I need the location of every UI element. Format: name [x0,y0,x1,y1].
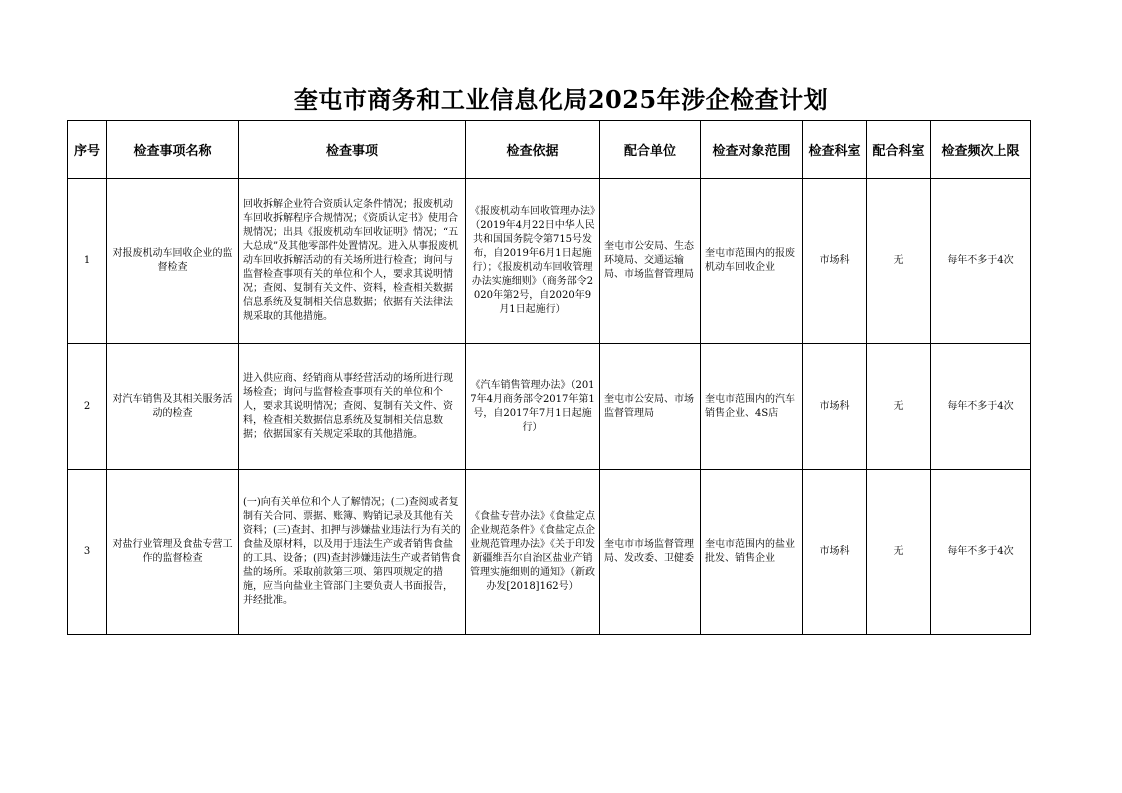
header-coop-office: 配合科室 [867,121,931,179]
cell-item: 回收拆解企业符合资质认定条件情况；报废机动车回收拆解程序合规情况；《资质认定书》使用合规情况；出具《报废机动车回收证明》情况；“五大总成”及其他零部件处置情况。进入从事报废机动车回收拆解活动的有关场所进行检查；询问与监督检查事项有关的单位和个人，要求其说明情况；查阅、复制有关文件、资料，检查相关数据信息系统及复制相关信息数据；依据有关法律法规采取的其他措施。 [239,179,466,344]
cell-freq: 每年不多于4次 [931,179,1031,344]
header-basis: 检查依据 [466,121,600,179]
header-office: 检查科室 [803,121,867,179]
cell-scope: 奎屯市范围内的汽车销售企业、4S店 [701,344,803,470]
header-coop: 配合单位 [600,121,701,179]
cell-coop: 奎屯市公安局、生态环境局、交通运输局、市场监督管理局 [600,179,701,344]
cell-freq: 每年不多于4次 [931,344,1031,470]
header-scope: 检查对象范围 [701,121,803,179]
cell-office: 市场科 [803,470,867,635]
cell-coop-office: 无 [867,470,931,635]
cell-scope: 奎屯市范围内的盐业批发、销售企业 [701,470,803,635]
header-name: 检查事项名称 [107,121,239,179]
cell-basis: 《报废机动车回收管理办法》（2019年4月22日中华人民共和国国务院令第715号发布，自2019年6月1日起施行）；《报废机动车回收管理办法实施细则》（商务部令2020年第2号，自2020年9月1日起施行） [466,179,600,344]
cell-scope: 奎屯市范围内的报废机动车回收企业 [701,179,803,344]
cell-coop-office: 无 [867,179,931,344]
cell-seq: 2 [68,344,107,470]
table-row [68,179,1031,344]
page-title: 奎屯市商务和工业信息化局2025年涉企检查计划 [293,85,829,114]
cell-coop: 奎屯市市场监督管理局、发改委、卫健委 [600,470,701,635]
cell-coop: 奎屯市公安局、市场监督管理局 [600,344,701,470]
inspection-plan-table [67,120,1031,635]
cell-item: (一)向有关单位和个人了解情况；(二)查阅或者复制有关合同、票据、账簿、购销记录及其他有关资料；(三)查封、扣押与涉嫌盐业违法行为有关的食盐及原材料，以及用于违法生产或者销售食盐的工具、设备；(四)查封涉嫌违法生产或者销售食盐的场所。采取前款第三项、第四项规定的措施，应当向盐业主管部门主要负责人书面报告，并经批准。 [239,470,466,635]
cell-name: 对汽车销售及其相关服务活动的检查 [107,344,239,470]
cell-office: 市场科 [803,344,867,470]
header-freq: 检查频次上限 [931,121,1031,179]
cell-seq: 3 [68,470,107,635]
cell-coop-office: 无 [867,344,931,470]
table-header-row [68,121,1031,179]
cell-name: 对报废机动车回收企业的监督检查 [107,179,239,344]
cell-basis: 《食盐专营办法》《食盐定点企业规范条件》《食盐定点企业规范管理办法》《关于印发新疆维吾尔自治区盐业产销管理实施细则的通知》（新政办发[2018]162号） [466,470,600,635]
cell-freq: 每年不多于4次 [931,470,1031,635]
cell-name: 对盐行业管理及食盐专营工作的监督检查 [107,470,239,635]
cell-office: 市场科 [803,179,867,344]
header-item: 检查事项 [239,121,466,179]
cell-item: 进入供应商、经销商从事经营活动的场所进行现场检查；询问与监督检查事项有关的单位和个人，要求其说明情况；查阅、复制有关文件、资料，检查相关数据信息系统及复制相关信息数据；依据国家有关规定采取的其他措施。 [239,344,466,470]
table-row [68,344,1031,470]
table-row [68,470,1031,635]
cell-basis: 《汽车销售管理办法》（2017年4月商务部令2017年第1号，自2017年7月1日起施行） [466,344,600,470]
cell-seq: 1 [68,179,107,344]
header-seq: 序号 [68,121,107,179]
